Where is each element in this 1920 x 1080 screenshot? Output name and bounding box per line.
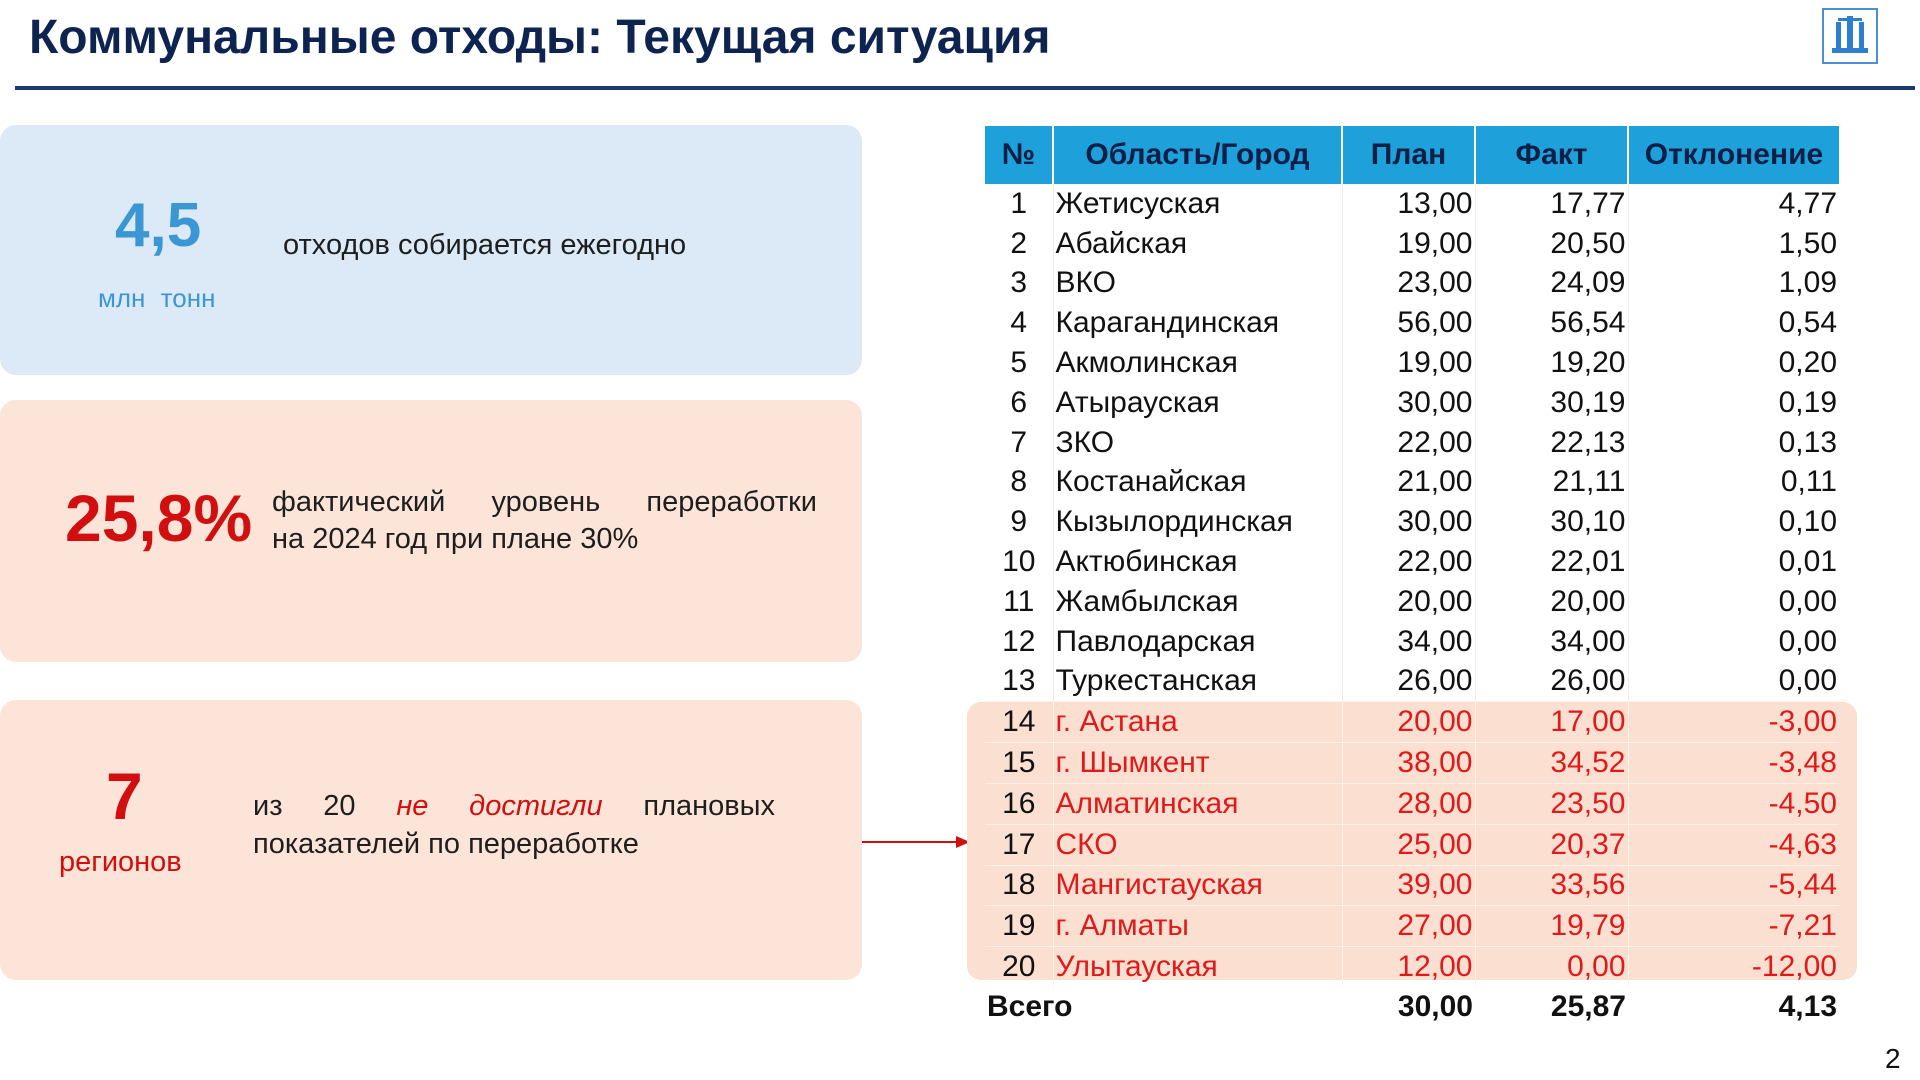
cell-region: СКО [1053,824,1342,865]
cell-plan: 19,00 [1342,224,1475,264]
cell-number: 3 [985,264,1053,304]
cell-region: Атырауская [1053,383,1342,423]
stat-desc-recycling-line2: на 2024 год при плане 30% [272,523,639,555]
cell-region: г. Шымкент [1053,743,1342,784]
cell-fact: 22,01 [1475,542,1628,582]
arrow-right-icon [862,832,972,852]
page-title: Коммунальные отходы: Текущая ситуация [29,11,1051,64]
cell-number: 19 [985,906,1053,947]
table-row [985,502,1839,542]
cell-number: 4 [985,303,1053,343]
cell-plan: 25,00 [1342,824,1475,865]
cell-fact: 19,79 [1475,906,1628,947]
cell-number: 16 [985,783,1053,824]
cell-region: ЗКО [1053,423,1342,463]
table-row [985,463,1839,503]
cell-number: 11 [985,582,1053,622]
cell-fact: 21,11 [1475,463,1628,503]
cell-fact: 17,77 [1475,184,1628,224]
cell-deviation: 0,20 [1778,346,1837,380]
cell-plan: 22,00 [1342,423,1475,463]
cell-region: Костанайская [1053,463,1342,503]
cell-number: 17 [985,824,1053,865]
table-header-row [985,126,1839,184]
cell-plan: 56,00 [1342,303,1475,343]
cell-number: 18 [985,865,1053,906]
cell-plan: 39,00 [1342,865,1475,906]
cell-plan: 20,00 [1342,702,1475,743]
stat-desc-regions-emphasis: не достигли [396,790,603,822]
stat-value-recycling: 25,8% [65,481,253,555]
table-row [985,423,1839,463]
cell-fact: 56,54 [1475,303,1628,343]
cell-deviation: -5,44 [1628,865,1839,906]
cell-plan: 34,00 [1342,622,1475,662]
cell-number: 2 [985,224,1053,264]
total-plan: 30,00 [1397,989,1473,1023]
table-row [985,622,1839,662]
cell-region: Карагандинская [1053,303,1342,343]
stat-value-regions: 7 [106,759,143,833]
stat-desc-regions-line2: показателей по переработке [253,828,639,860]
cell-region: Абайская [1053,224,1342,264]
stat-unit-regions: регионов [59,846,182,878]
total-label: Всего [987,989,1073,1023]
table-row [985,184,1839,224]
cell-plan: 27,00 [1342,906,1475,947]
cell-region: Туркестанская [1053,662,1342,702]
table-row [985,343,1839,383]
cell-plan: 23,00 [1342,264,1475,304]
header-number: № [985,126,1053,184]
stat-value-collected: 4,5 [115,191,202,260]
table-row-negative [985,865,1839,906]
stat-desc-regions-pre: из 20 [253,790,356,822]
cell-plan: 19,00 [1342,343,1475,383]
cell-region: Алматинская [1053,783,1342,824]
cell-number: 10 [985,542,1053,582]
header-region: Область/Город [1053,126,1342,184]
building-emblem-icon [1822,8,1878,64]
cell-plan: 26,00 [1342,662,1475,702]
cell-region: г. Алматы [1053,906,1342,947]
cell-plan: 21,00 [1342,463,1475,503]
cell-number: 9 [985,502,1053,542]
cell-fact: 34,00 [1475,622,1628,662]
cell-fact: 17,00 [1475,702,1628,743]
table-row [985,264,1839,304]
table-row-negative [985,702,1839,743]
cell-plan: 22,00 [1342,542,1475,582]
cell-deviation: -4,50 [1628,783,1839,824]
cell-deviation: 1,50 [1778,226,1837,260]
cell-fact: 20,50 [1475,224,1628,264]
stat-desc-regions [253,787,775,863]
cell-fact: 0,00 [1475,947,1628,987]
cell-fact: 30,10 [1475,502,1628,542]
cell-fact: 24,09 [1475,264,1628,304]
total-deviation: 4,13 [1778,989,1837,1023]
cell-deviation: -12,00 [1628,947,1839,987]
cell-region: Улытауская [1053,947,1342,987]
stat-desc-regions-post: плановых [643,790,776,822]
cell-deviation: -4,63 [1628,824,1839,865]
cell-fact: 30,19 [1475,383,1628,423]
table-row-negative [985,906,1839,947]
stat-desc-recycling [272,484,817,558]
cell-number: 6 [985,383,1053,423]
cell-number: 8 [985,463,1053,503]
cell-deviation: 0,00 [1778,664,1837,698]
cell-region: Кызылординская [1053,502,1342,542]
cell-deviation: -7,21 [1628,906,1839,947]
cell-fact: 19,20 [1475,343,1628,383]
cell-region: Акмолинская [1053,343,1342,383]
stat-desc-collected: отходов собирается ежегодно [283,229,687,261]
cell-deviation: 4,77 [1778,186,1837,220]
cell-fact: 20,00 [1475,582,1628,622]
cell-deviation: 0,54 [1778,306,1837,340]
table-row [985,303,1839,343]
cell-deviation: 1,09 [1778,266,1837,300]
table-row-negative [985,824,1839,865]
cell-deviation: 0,11 [1780,465,1837,499]
cell-fact: 34,52 [1475,743,1628,784]
table-total-row [985,987,1839,1027]
cell-number: 15 [985,743,1053,784]
cell-deviation: 0,10 [1778,505,1837,539]
cell-region: г. Астана [1053,702,1342,743]
cell-fact: 22,13 [1475,423,1628,463]
cell-number: 20 [985,947,1053,987]
table-row [985,383,1839,423]
cell-plan: 30,00 [1342,502,1475,542]
cell-number: 1 [985,184,1053,224]
cell-plan: 20,00 [1342,582,1475,622]
page-number: 2 [1885,1043,1901,1074]
cell-region: ВКО [1053,264,1342,304]
cell-number: 5 [985,343,1053,383]
table-row-negative [985,783,1839,824]
cell-region: Мангистауская [1053,865,1342,906]
cell-number: 13 [985,662,1053,702]
table-row-negative [985,947,1839,987]
cell-plan: 38,00 [1342,743,1475,784]
cell-deviation: 0,13 [1778,425,1837,459]
cell-deviation: 0,00 [1778,584,1837,618]
cell-plan: 28,00 [1342,783,1475,824]
cell-fact: 23,50 [1475,783,1628,824]
cell-plan: 12,00 [1342,947,1475,987]
header-plan: План [1342,126,1475,184]
cell-plan: 13,00 [1342,184,1475,224]
cell-deviation: 0,00 [1778,624,1837,658]
cell-region: Павлодарская [1053,622,1342,662]
cell-region: Жетисуская [1053,184,1342,224]
cell-fact: 20,37 [1475,824,1628,865]
cell-number: 12 [985,622,1053,662]
header-deviation: Отклонение [1628,126,1839,184]
table-row [985,662,1839,702]
cell-deviation: 0,01 [1778,545,1837,579]
title-divider [15,86,1915,90]
stat-unit-collected: млн тонн [98,283,216,313]
cell-number: 14 [985,702,1053,743]
table-row [985,224,1839,264]
table-row-negative [985,743,1839,784]
cell-fact: 33,56 [1475,865,1628,906]
cell-deviation: 0,19 [1778,385,1837,419]
regions-table [985,126,1839,1027]
table-row [985,582,1839,622]
cell-plan: 30,00 [1342,383,1475,423]
cell-region: Актюбинская [1053,542,1342,582]
table-row [985,542,1839,582]
stat-desc-recycling-line1: фактический уровень переработки [272,486,817,518]
cell-deviation: -3,00 [1628,702,1839,743]
stat-desc-regions-line1 [253,787,775,825]
cell-fact: 26,00 [1475,662,1628,702]
cell-number: 7 [985,423,1053,463]
cell-deviation: -3,48 [1628,743,1839,784]
total-fact: 25,87 [1550,989,1626,1023]
cell-region: Жамбылская [1053,582,1342,622]
header-fact: Факт [1475,126,1628,184]
